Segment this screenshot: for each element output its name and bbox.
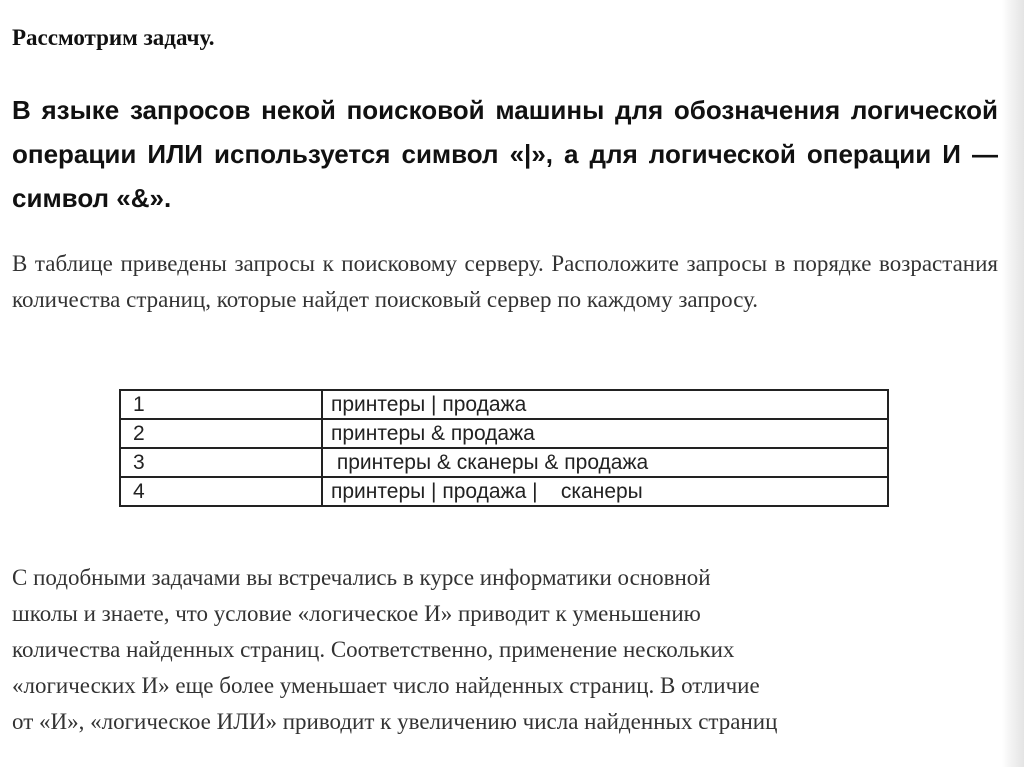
table-row [120, 448, 888, 477]
queries-table [119, 389, 889, 507]
query-text: принтеры | продажа | сканеры [322, 477, 888, 506]
slide-heading: Рассмотрим задачу. [12, 25, 215, 50]
query-text: принтеры & сканеры & продажа [322, 448, 888, 477]
problem-statement: В языке запросов некой поисковой машины для обозначения логической операции ИЛИ используется символ «|», а для логической операции И — символ «&». [12, 95, 998, 213]
task-instruction: В таблице приведены запросы к поисковому серверу. Расположите запросы в порядке возрастания количества страниц, которые найдет поисковый сервер по каждому запросу. [12, 251, 998, 312]
row-number: 4 [120, 477, 322, 506]
explanation-line: школы и знаете, что условие «логическое И» приводит к уменьшению [12, 601, 701, 626]
table-row [120, 390, 888, 419]
row-number: 1 [120, 390, 322, 419]
query-text: принтеры | продажа [322, 390, 888, 419]
explanation-line: количества найденных страниц. Соответственно, применение нескольких [12, 637, 735, 662]
explanation-text [12, 560, 1002, 740]
explanation-line: «логических И» еще более уменьшает число найденных страниц. В отличие [12, 673, 760, 698]
row-number: 3 [120, 448, 322, 477]
page-edge-shadow [1002, 0, 1024, 767]
explanation-line: С подобными задачами вы встречались в курсе информатики основной [12, 565, 711, 590]
table-row [120, 477, 888, 506]
query-text: принтеры & продажа [322, 419, 888, 448]
row-number: 2 [120, 419, 322, 448]
explanation-line: от «И», «логическое ИЛИ» приводит к увеличению числа найденных страниц [12, 709, 778, 734]
table-row [120, 419, 888, 448]
